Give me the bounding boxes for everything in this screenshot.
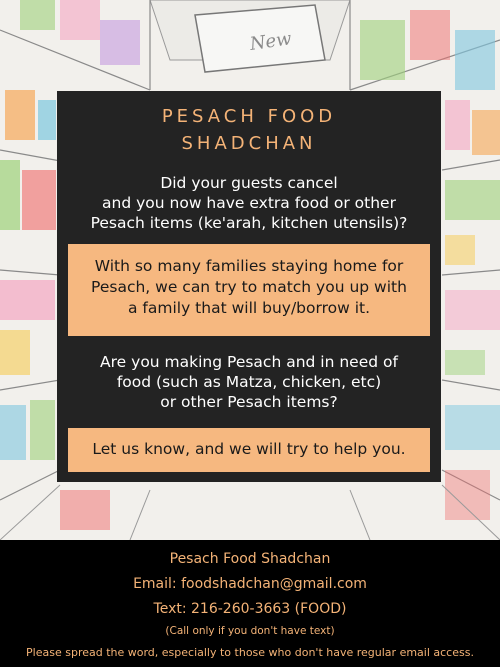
title-line-2: SHADCHAN <box>181 133 317 154</box>
footer-org-name: Pesach Food Shadchan <box>169 551 331 567</box>
footer-text-number: Text: 216-260-3663 (FOOD) <box>153 601 347 617</box>
offer-line-1: With so many families staying home for <box>94 257 404 275</box>
question2-line-2: food (such as Matza, chicken, etc) <box>116 373 382 391</box>
help-text: Let us know, and we will try to help you. <box>92 440 406 458</box>
offer-line-2: Pesach, we can try to match you up with <box>91 278 407 296</box>
info-panel <box>57 91 441 482</box>
help-box <box>68 428 430 472</box>
question1-line-1: Did your guests cancel <box>160 174 338 192</box>
contact-footer <box>0 540 500 667</box>
footer-call-note: (Call only if you don't have text) <box>165 625 335 637</box>
question1-line-2: and you now have extra food or other <box>102 194 396 212</box>
question2-line-3: or other Pesach items? <box>160 393 338 411</box>
question-cancelled-guests <box>57 173 441 233</box>
offer-box <box>68 244 430 336</box>
question2-line-1: Are you making Pesach and in need of <box>100 353 398 371</box>
offer-line-3: a family that will buy/borrow it. <box>127 299 371 317</box>
footer-spread-word: Please spread the word, especially to those who don't have regular email access. <box>26 646 474 659</box>
title-line-1: PESACH FOOD <box>161 106 337 127</box>
question1-line-3: Pesach items (ke'arah, kitchen utensils)? <box>90 214 408 232</box>
footer-email: Email: foodshadchan@gmail.com <box>133 576 367 592</box>
question-need-food <box>57 352 441 412</box>
panel-title <box>57 103 441 157</box>
aisle-sign-text: New <box>248 28 293 55</box>
